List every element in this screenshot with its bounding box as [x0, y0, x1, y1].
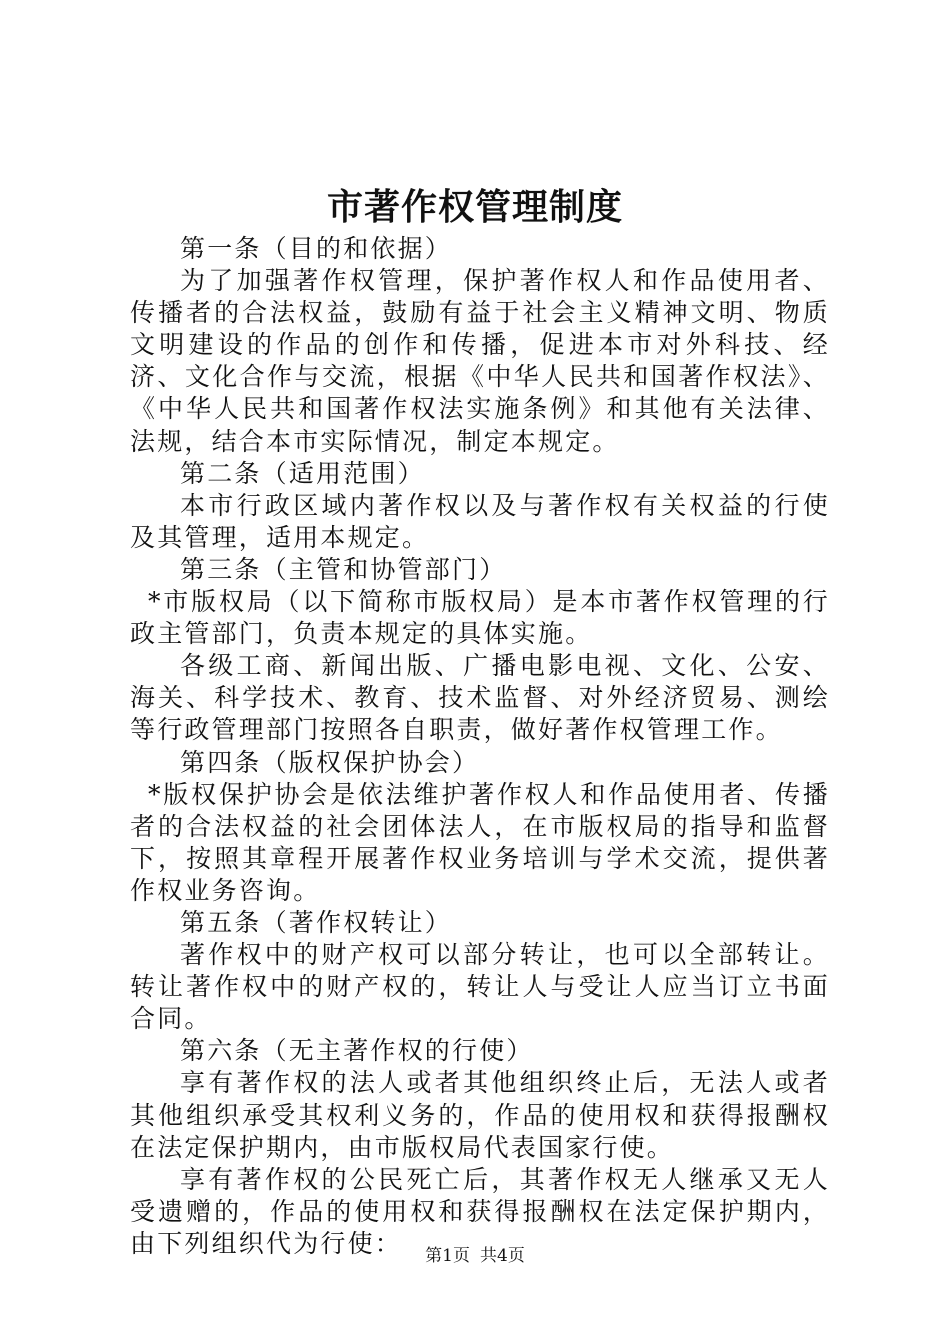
document-body	[130, 233, 830, 1260]
page-footer	[0, 1244, 950, 1268]
article-4-heading: 第四条（版权保护协会）	[180, 747, 480, 777]
article-6-text-2: 享有著作权的公民死亡后，其著作权无人继承又无人受遗赠的，作品的使用权和获得报酬权在法定保护期内，由下列组织代为行使：	[130, 1164, 830, 1258]
page-total: 共4页	[480, 1246, 525, 1266]
article-3-heading: 第三条（主管和协管部门）	[180, 554, 507, 584]
article-2-text: 本市行政区域内著作权以及与著作权有关权益的行使及其管理，适用本规定。	[130, 490, 830, 552]
article-1-text: 为了加强著作权管理，保护著作权人和作品使用者、传播者的合法权益，鼓励有益于社会主义精神文明、物质文明建设的作品的创作和传播，促进本市对外科技、经济、文化合作与交流，根据《中华人民共和国著作权法》、《中华人民共和国著作权法实施条例》和其他有关法律、法规，结合本市实际情况，制定本规定。	[130, 266, 830, 456]
article-5-heading: 第五条（著作权转让）	[180, 907, 453, 937]
article-3-text-1: *市版权局（以下简称市版权局）是本市著作权管理的行政主管部门，负责本规定的具体实施。	[130, 587, 830, 649]
article-1-heading: 第一条（目的和依据）	[180, 234, 453, 263]
article-3-text-2: 各级工商、新闻出版、广播电影电视、文化、公安、海关、科学技术、教育、技术监督、对外经济贸易、测绘等行政管理部门按照各自职责，做好著作权管理工作。	[130, 651, 830, 745]
document-title: 市著作权管理制度	[326, 186, 623, 228]
article-4-text: *版权保护协会是依法维护著作权人和作品使用者、传播者的合法权益的社会团体法人，在市版权局的指导和监督下，按照其章程开展著作权业务培训与学术交流，提供著作权业务咨询。	[130, 779, 830, 905]
article-6-text-1: 享有著作权的法人或者其他组织终止后，无法人或者其他组织承受其权利义务的，作品的使用权和获得报酬权在法定保护期内，由市版权局代表国家行使。	[130, 1068, 830, 1162]
article-6-heading: 第六条（无主著作权的行使）	[180, 1036, 534, 1066]
page-number: 第1页	[425, 1246, 470, 1266]
article-2-heading: 第二条（适用范围）	[180, 458, 425, 488]
article-5-text: 著作权中的财产权可以部分转让，也可以全部转让。转让著作权中的财产权的，转让人与受让人应当订立书面合同。	[130, 940, 830, 1034]
